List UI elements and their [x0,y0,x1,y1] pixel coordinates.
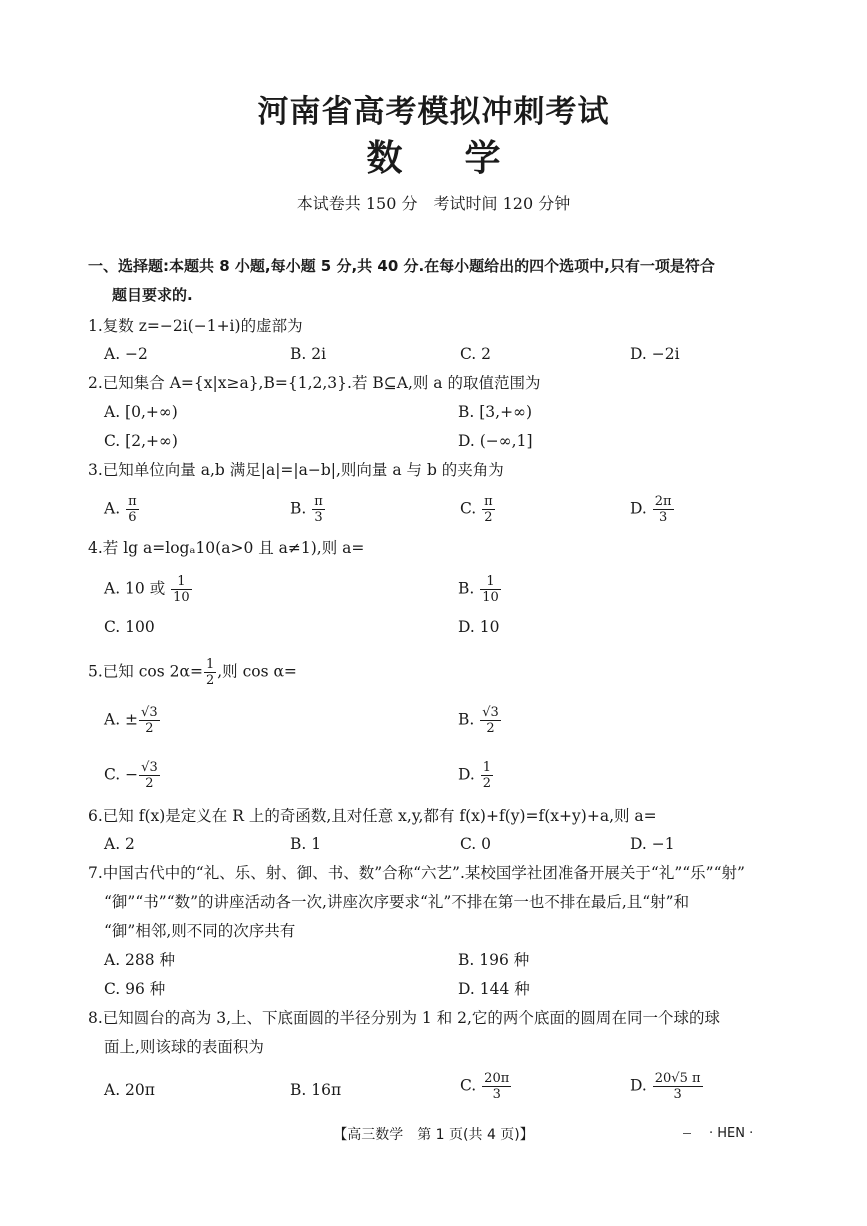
footer-dash [683,1133,691,1134]
q2-option-b: B. [3,+∞) [458,403,533,421]
exam-title: 河南省高考模拟冲刺考试 [257,94,610,130]
q7-stem-line2: “御”“书”“数”的讲座活动各一次,讲座次序要求“礼”不排在第一也不排在最后,且“射”和 [104,893,690,911]
page-footer: 【高三数学 第 1 页(共 4 页)】 [333,1127,534,1143]
q5-stem [88,657,297,688]
q3-option-c-label: C. [460,499,477,518]
q1-option-d: D. −2i [630,345,680,363]
q2-option-c: C. [2,+∞) [104,432,178,450]
q3-option-a-label: A. [104,499,121,518]
q1-option-b: B. 2i [290,345,327,363]
q1-option-c: C. 2 [460,345,492,363]
q4-option-b [458,574,502,605]
q1-stem: 1.复数 z=−2i(−1+i)的虚部为 [88,317,303,335]
q7-option-c: C. 96 种 [104,980,166,998]
q2-option-a: A. [0,+∞) [104,403,178,421]
q3-option-c [460,494,496,525]
q3-option-a [104,494,140,525]
q8-option-d-fraction: $\frac{20√5 \pi}{3}$ [654,1071,701,1102]
q1-option-a: A. −2 [104,345,148,363]
q8-option-c-label: C. [460,1076,477,1095]
q8-option-d-label: D. [630,1076,647,1095]
q5-stem-pre: 5.已知 cos 2α= [88,662,203,681]
q3-option-b [290,494,326,525]
q3-option-a-fraction: $\frac{\pi}{6}$ [128,494,137,525]
q5-option-b-fraction: $\frac{√3}{2}$ [482,705,499,736]
q6-option-c: C. 0 [460,835,492,853]
q3-option-d-fraction: $\frac{2\pi}{3}$ [654,494,672,525]
q8-option-a: A. 20π [104,1081,155,1099]
q5-option-c-fraction: $\frac{√3}{2}$ [141,760,158,791]
q4-stem: 4.若 lg a=logₐ10(a>0 且 a≠1),则 a= [88,539,365,557]
q4-option-a-label: A. 10 或 [104,579,166,598]
q6-option-b: B. 1 [290,835,322,853]
q6-option-a: A. 2 [104,835,135,853]
q7-option-a: A. 288 种 [104,951,176,969]
q4-option-a-fraction: $\frac{1}{10}$ [173,574,190,605]
q5-option-c [104,760,161,791]
q7-stem-line1: 7.中国古代中的“礼、乐、射、御、书、数”合称“六艺”.某校国学社团准备开展关于“礼”“乐”“射” [88,864,745,882]
q6-option-d: D. −1 [630,835,675,853]
q3-option-d-label: D. [630,499,647,518]
q5-stem-post: ,则 cos α= [217,662,297,681]
q5-option-d [458,760,494,791]
subject-title: 数学 [366,138,563,179]
info-time: 考试时间 120 分钟 [433,194,571,213]
q6-stem: 6.已知 f(x)是定义在 R 上的奇函数,且对任意 x,y,都有 f(x)+f(y)=f(x+y)+a,则 a= [88,807,657,825]
info-score: 本试卷共 150 分 [296,194,418,213]
q4-option-b-label: B. [458,579,475,598]
q5-option-c-label: C. − [104,765,139,784]
q8-option-b: B. 16π [290,1081,342,1099]
q5-option-b [458,705,502,736]
q2-stem: 2.已知集合 A={x|x≥a},B={1,2,3}.若 B⊆A,则 a 的取值范围为 [88,374,541,392]
q3-option-b-label: B. [290,499,307,518]
q8-stem-line1: 8.已知圆台的高为 3,上、下底面圆的半径分别为 1 和 2,它的两个底面的圆周在同一个球的球 [88,1009,720,1027]
q2-option-d: D. (−∞,1] [458,432,533,450]
q4-option-a [104,574,193,605]
q7-option-b: B. 196 种 [458,951,530,969]
section-heading: 一、选择题:本题共 8 小题,每小题 5 分,共 40 分.在每小题给出的四个选项中,只有一项是符合 [88,257,715,275]
exam-info [0,191,867,214]
q5-stem-fraction: $\frac{1}{2}$ [205,657,215,688]
q5-option-a [104,705,161,736]
q5-option-d-fraction: $\frac{1}{2}$ [482,760,492,791]
q5-option-b-label: B. [458,710,475,729]
q4-option-c: C. 100 [104,618,155,636]
q7-stem-line3: “御”相邻,则不同的次序共有 [104,922,296,940]
q5-option-d-label: D. [458,765,475,784]
q8-option-c-fraction: $\frac{20\pi}{3}$ [484,1071,510,1102]
q4-option-d: D. 10 [458,618,500,636]
q3-option-b-fraction: $\frac{\pi}{3}$ [314,494,323,525]
q7-option-d: D. 144 种 [458,980,530,998]
q8-stem-line2: 面上,则该球的表面积为 [104,1038,264,1056]
q8-option-c [460,1071,512,1102]
q5-option-a-fraction: $\frac{√3}{2}$ [141,705,158,736]
section-heading-cont: 题目要求的. [112,286,193,304]
q3-option-c-fraction: $\frac{\pi}{2}$ [484,494,493,525]
q8-option-d [630,1071,704,1102]
paper-code: · HEN · [709,1126,754,1141]
q3-stem: 3.已知单位向量 a,b 满足|a|=|a−b|,则向量 a 与 b 的夹角为 [88,461,504,479]
q4-option-b-fraction: $\frac{1}{10}$ [482,574,499,605]
q5-option-a-label: A. ± [104,710,139,729]
q3-option-d [630,494,675,525]
